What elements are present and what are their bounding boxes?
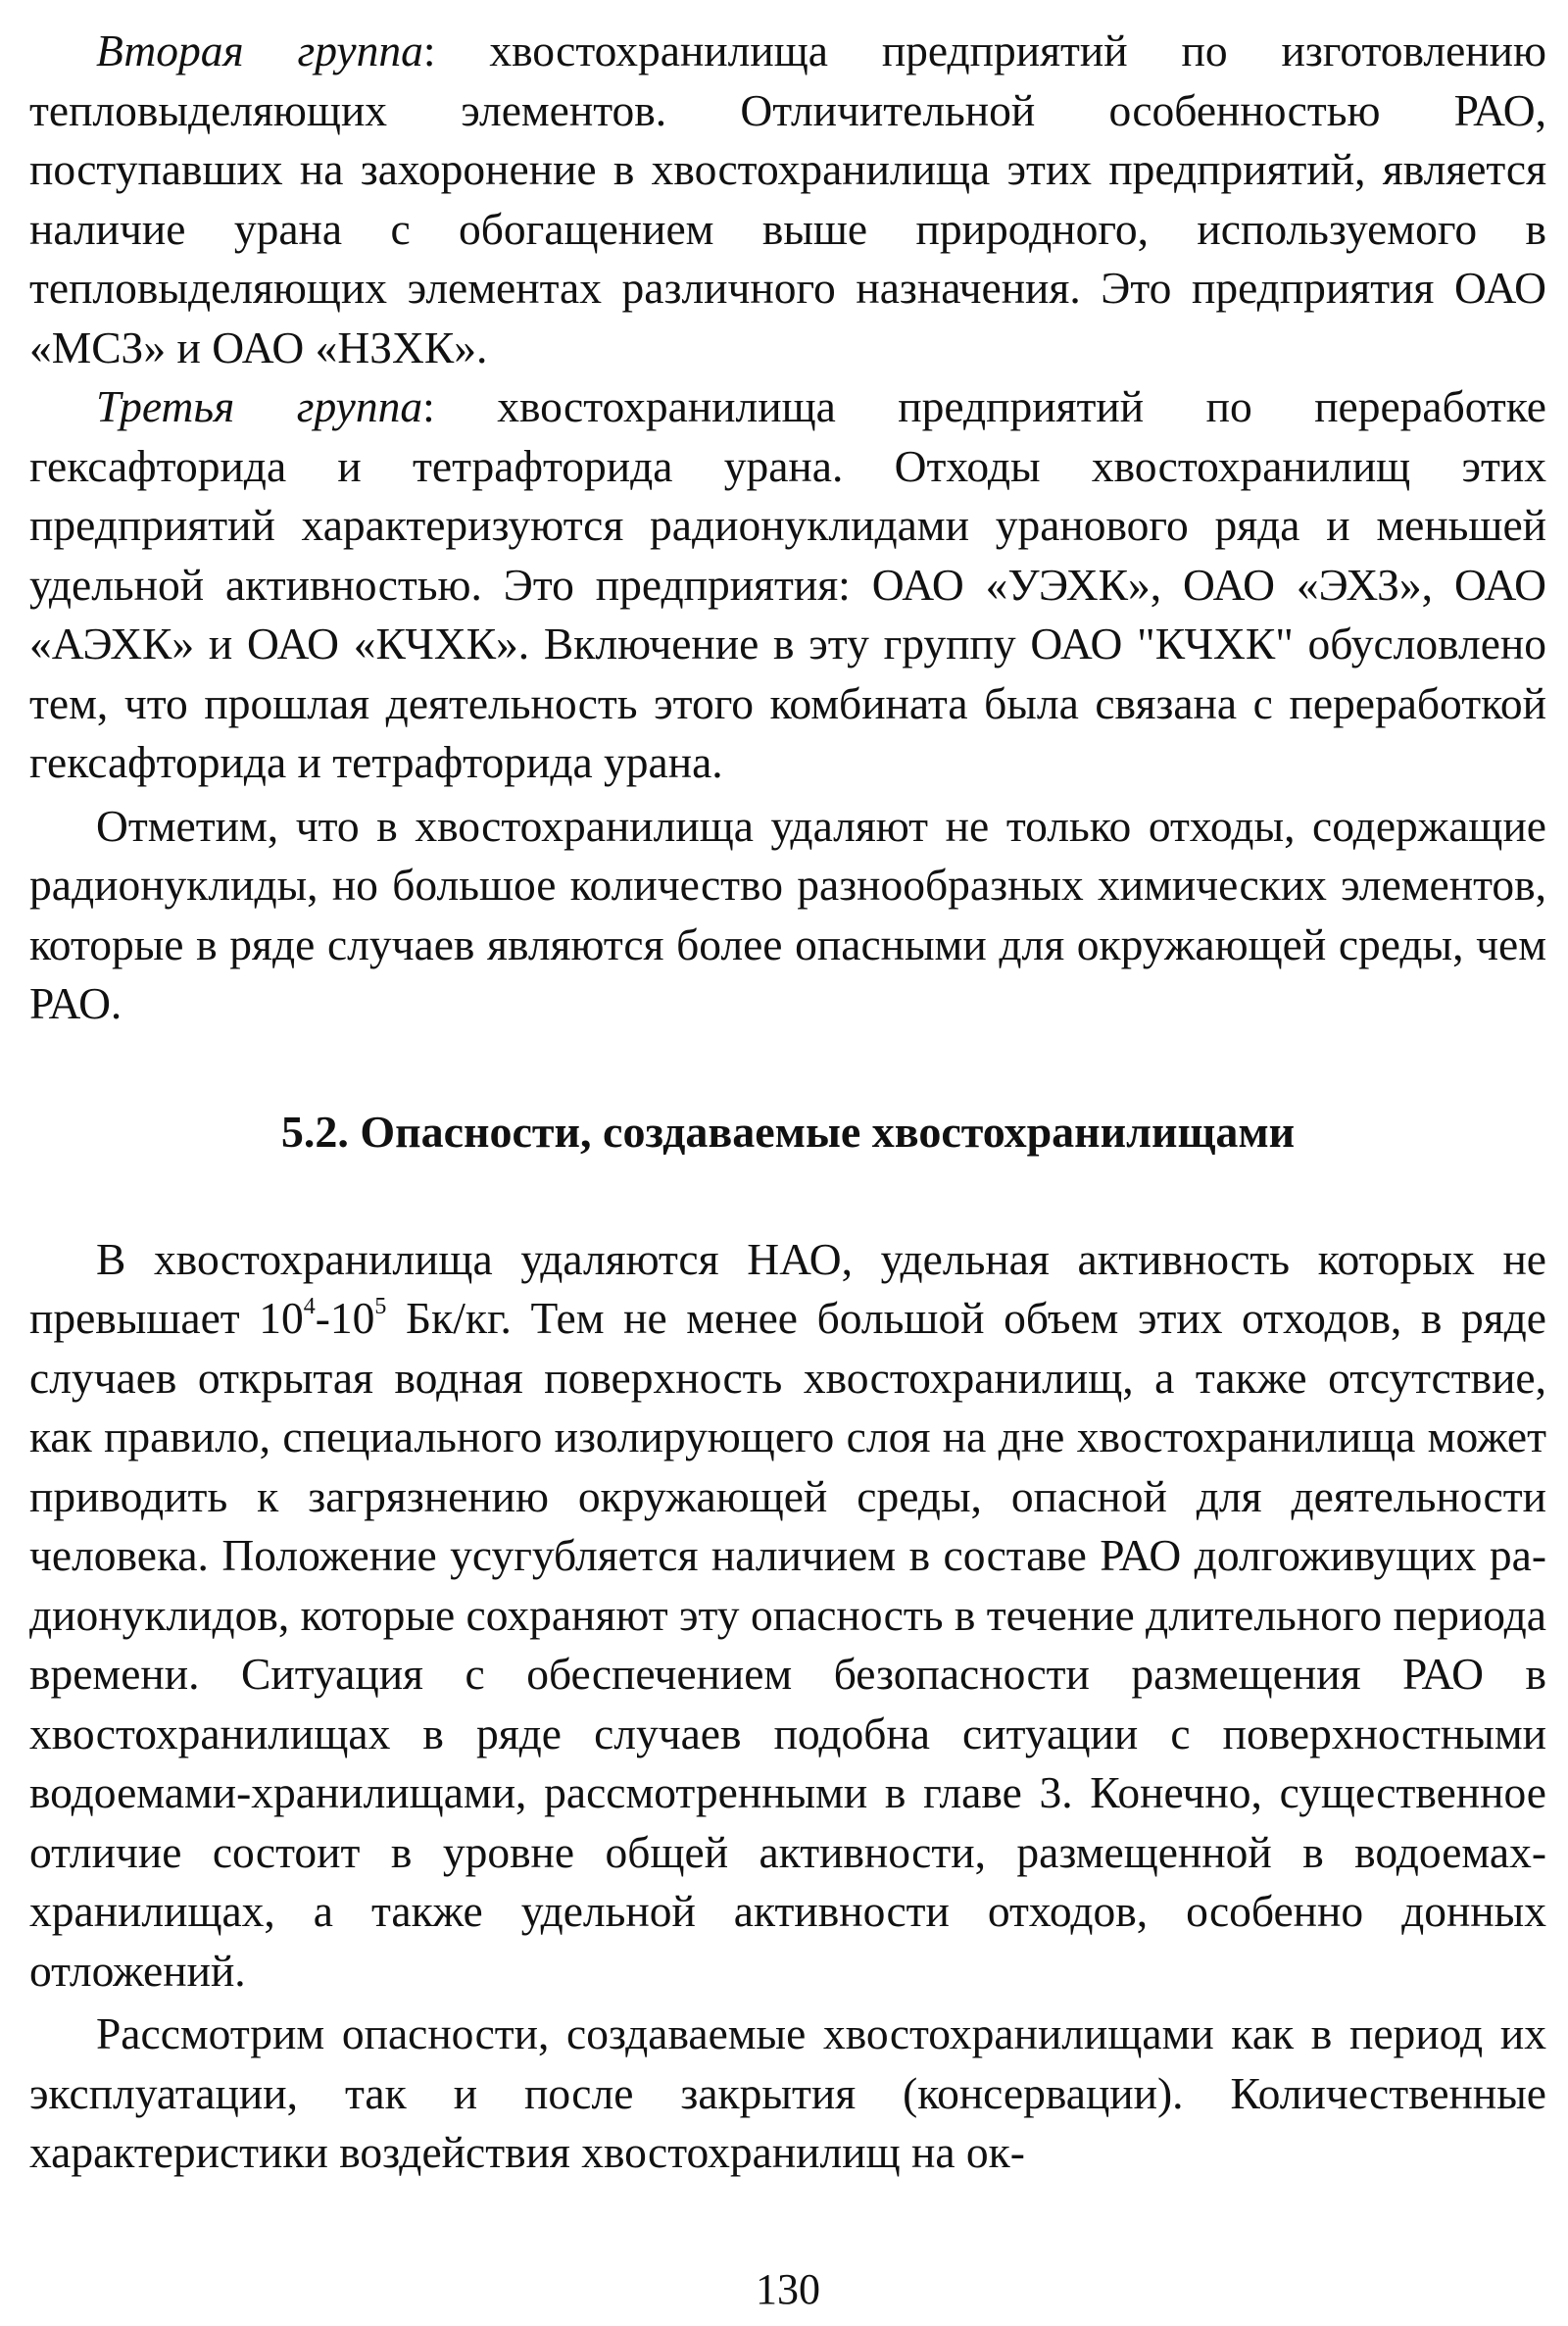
paragraph-activity <box>29 1230 1546 2002</box>
paragraph-text: Рассмотрим опасности, создаваемые хвостохранилищами как в период их эксплуатации, так и после закрытия (консервации). Количественные характеристики воздействия хвостохранилищ на ок- <box>29 2008 1546 2177</box>
paragraph-lead-italic: Вторая группа <box>96 25 423 75</box>
paragraph-lead-italic: Третья группа <box>96 381 423 431</box>
paragraph-consider-hazards <box>29 2004 1546 2183</box>
paragraph-third-group <box>29 377 1546 793</box>
paragraph-text: В хвостохранилища удаляются НАО, удельная активность которых не превышает 10 <box>29 1233 1546 1343</box>
paragraph-second-group <box>29 22 1546 377</box>
section-heading: 5.2. Опасности, создаваемые хвостохранилищами <box>280 1106 1296 1157</box>
paragraph-text: Бк/кг. Тем не менее большой объем этих отходов, в ряде случаев открытая водная поверхность хвостохранилищ, а также отсутствие, как правило, специального изолирующего слоя на дне хвостохранилища может приводить к загрязнению окружающей среды, опасной для деятельности человека. Положение усугубляется наличием в составе РАО долгоживущих радионуклидов, которые сохраняют эту опасность в течение длительного периода времени. Ситуация с обеспечением безопасности размещения РАО в хвостохранилищах в ряде случаев подобна ситуации с поверхностными водоемами-хранилищами, рассмотренными в главе 3. Конечно, существенное отличие состоит в уровне общей активности, размещенной в водоемах-хранилищах, а также удельной активности отходов, особенно донных отложений. <box>29 1293 1546 1996</box>
paragraph-text: -10 <box>315 1293 375 1343</box>
document-page <box>29 22 1546 2315</box>
exponent: 5 <box>374 1293 387 1319</box>
paragraph-text: : хвостохранилища предприятий по переработке гексафторида и тетрафторида урана. Отходы хвостохранилищ этих предприятий характеризуются радионуклидами уранового ряда и меньшей удельной активностью. Это предприятия: ОАО «УЭХК», ОАО «ЭХЗ», ОАО «АЭХК» и ОАО «КЧХК». Включение в эту группу ОАО "КЧХК" обусловлено тем, что прошлая деятельность этого комбината была связана с переработкой гексафторида и тетрафторида урана. <box>29 381 1546 787</box>
page-number: 130 <box>756 2265 820 2313</box>
paragraph-text: Отметим, что в хвостохранилища удаляют не только отходы, содержащие радионуклиды, но большое количество разнообразных химических элементов, которые в ряде случаев являются более опасными для окружающей среды, чем РАО. <box>29 800 1546 1028</box>
paragraph-note <box>29 797 1546 1034</box>
exponent: 4 <box>303 1293 316 1319</box>
paragraph-text: : хвостохранилища предприятий по изготовлению тепловыделяющих элементов. Отличительной особенностью РАО, поступавших на захоронение в хвостохранилища этих предприятий, является наличие урана с обогащением выше природного, используемого в тепловыделяющих элементах различного назначения. Это предприятия ОАО «МСЗ» и ОАО «НЗХК». <box>29 25 1546 372</box>
